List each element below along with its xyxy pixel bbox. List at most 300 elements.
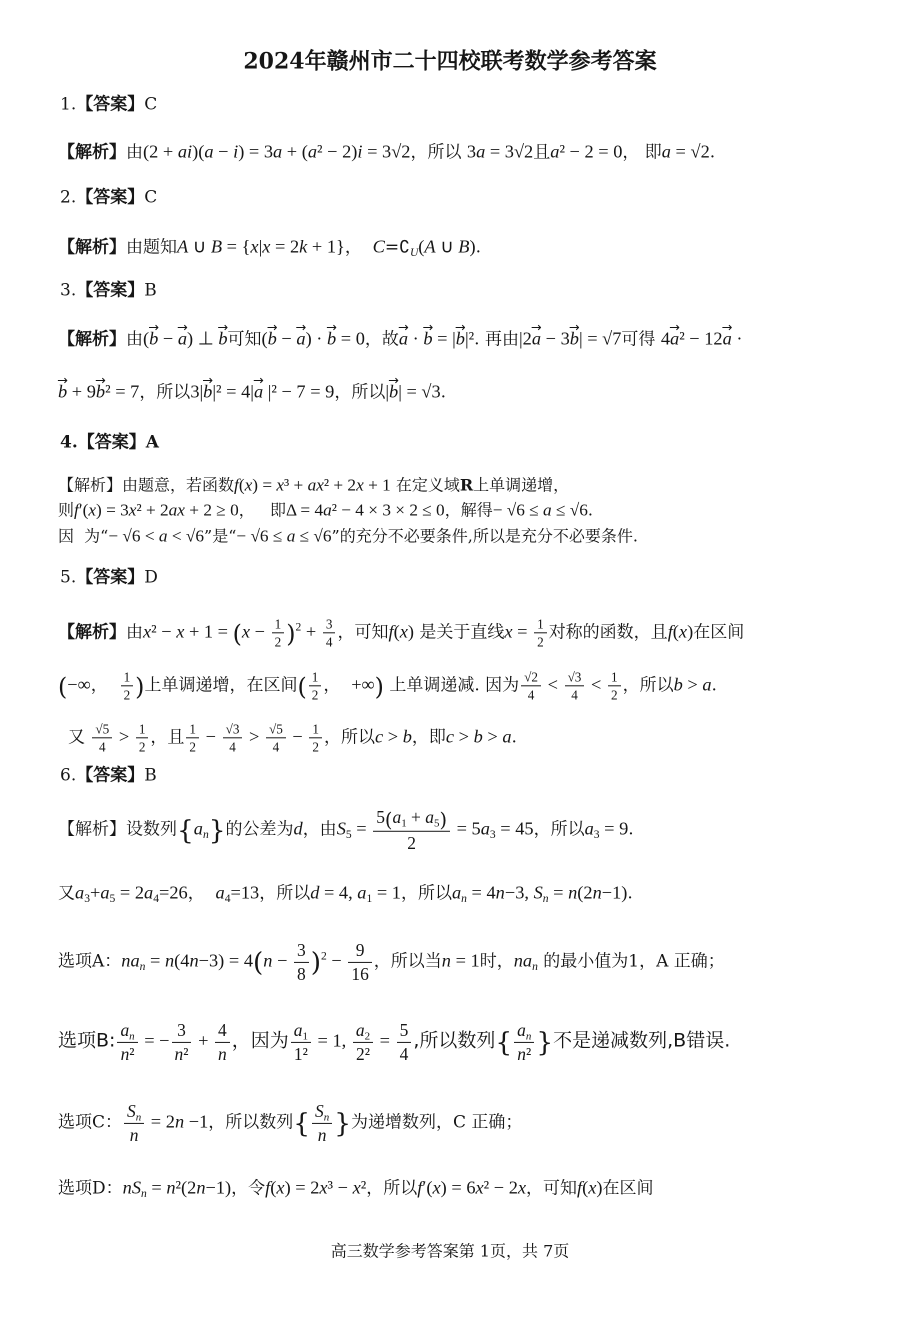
math-expression — [337, 819, 346, 839]
math-variable: x — [250, 236, 259, 257]
vector-symbol: a → — [670, 330, 679, 348]
math-variable: f — [577, 1177, 583, 1198]
fraction — [136, 721, 149, 754]
math-expression: = 0 — [336, 328, 365, 349]
math-variable: x — [319, 1177, 328, 1198]
math-variable: x — [276, 1177, 285, 1198]
math-variable: a — [357, 882, 367, 903]
math-variable: a — [543, 500, 552, 520]
text-run: 上单调递增，在区间 — [144, 675, 298, 696]
vector-symbol: b → — [203, 383, 212, 401]
fraction-denominator — [514, 1043, 534, 1065]
math-expression: 5 — [376, 806, 385, 827]
text-run: ，且 — [150, 727, 185, 748]
fraction-denominator — [521, 687, 541, 703]
math-expression: − √6 < a < √6 — [108, 526, 205, 546]
answer-choice: C — [144, 187, 158, 208]
text-run: 在区间 — [602, 1178, 654, 1199]
math-variable: f — [388, 621, 394, 642]
fraction-denominator — [266, 739, 286, 755]
fraction-denominator — [323, 634, 336, 650]
option-c-line — [58, 1101, 522, 1145]
math-variable: d — [293, 818, 303, 839]
math-expression — [294, 819, 303, 839]
math-expression: = 45 — [495, 818, 534, 839]
subscript — [324, 1111, 329, 1123]
math-expression — [585, 819, 594, 839]
fraction-denominator — [534, 634, 547, 650]
subscript: 1 — [401, 817, 407, 830]
fraction-numerator — [323, 616, 336, 633]
fraction-term: 4 — [325, 634, 333, 650]
math-expression: = n²(2n−1) — [146, 1177, 232, 1198]
math-expression: + 9 — [67, 381, 96, 402]
text-run: 的最小值为1，A 正确； — [537, 951, 725, 972]
subscript: 2 — [364, 1030, 371, 1043]
math-variable: ax — [168, 500, 185, 520]
large-delimiter: { — [495, 1028, 513, 1059]
math-expression: n² — [174, 1043, 189, 1064]
text-run: 的公差为 — [225, 819, 294, 840]
math-expression — [356, 1020, 365, 1040]
math-variable: S — [533, 882, 543, 903]
large-delimiter: } — [536, 1028, 554, 1059]
analysis-line — [58, 881, 633, 906]
fraction-denominator — [397, 1043, 412, 1065]
option-b-line — [58, 1020, 730, 1064]
fraction-term: 2 — [189, 739, 197, 755]
fraction-denominator — [172, 1043, 192, 1065]
math-expression: = 1, — [312, 1030, 351, 1051]
subscript: 3 — [84, 892, 90, 906]
math-expression — [120, 1020, 129, 1040]
math-variable: x — [432, 1177, 441, 1198]
math-variable: n — [542, 892, 549, 906]
fraction — [215, 1020, 230, 1064]
vector-symbol: a → — [399, 330, 408, 348]
math-variable: x — [276, 475, 285, 495]
large-delimiter: { — [293, 1109, 311, 1140]
large-delimiter: ( — [384, 808, 393, 832]
text-run: . — [440, 382, 447, 403]
answer-choice: C — [144, 94, 158, 115]
text-run: 由 — [126, 142, 143, 163]
subscript — [526, 1030, 531, 1042]
fraction — [223, 721, 243, 754]
answer-line-3 — [60, 280, 157, 303]
math-variable: a — [702, 674, 712, 695]
text-run: ，令 — [231, 1178, 266, 1199]
fraction — [521, 669, 541, 702]
text-run: 因 为“ — [58, 526, 109, 546]
superscript: 2 — [321, 949, 327, 963]
option-d-line — [58, 1176, 654, 1201]
math-variable: n — [174, 1043, 184, 1064]
math-expression: | — [385, 381, 390, 402]
math-expression: + — [301, 621, 321, 642]
answer-choice: D — [144, 567, 158, 588]
math-expression: x = — [504, 621, 533, 642]
math-variable: n — [196, 1177, 206, 1198]
answer-label: 【答案】 — [76, 765, 145, 786]
fraction-term: 2 — [138, 739, 146, 755]
fraction-term: 1 — [537, 616, 544, 632]
math-expression: f(x) — [577, 1177, 603, 1198]
fraction-denominator — [136, 739, 149, 755]
math-variable: f — [667, 621, 673, 642]
answer-line-5 — [60, 567, 158, 590]
question-number: 5. — [60, 567, 77, 588]
fraction-numerator — [309, 721, 322, 738]
math-variable: x — [128, 500, 137, 520]
math-variable: x — [517, 1177, 527, 1198]
math-expression: − — [326, 950, 347, 971]
text-run: =∁ — [384, 237, 410, 258]
math-variable: n — [263, 950, 273, 971]
math-expression: A ∪ B = {x|x = 2k + 1} — [177, 236, 345, 257]
answer-choice: B — [144, 280, 157, 301]
math-variable: a — [307, 141, 318, 162]
math-variable: B — [458, 236, 470, 257]
math-expression: a = √2 — [661, 141, 710, 162]
math-variable: A — [177, 236, 189, 257]
math-variable: n — [135, 1111, 142, 1124]
fraction — [294, 940, 309, 984]
fraction-term: √3 — [225, 721, 240, 737]
fraction-term: 4 — [571, 687, 578, 703]
fraction-denominator — [294, 963, 309, 985]
fraction-term: 4 — [272, 739, 280, 755]
fraction-term: 2 — [407, 832, 416, 853]
fraction — [534, 616, 547, 649]
text-run: 对称的函数，且 — [548, 622, 668, 643]
math-expression: − — [287, 726, 308, 747]
math-variable: a — [584, 818, 594, 839]
text-run: ,所以数列 — [413, 1029, 496, 1052]
vector-symbol: a → — [723, 330, 732, 348]
bold-text: 【解析】 — [58, 142, 126, 163]
fraction-term: √2 — [524, 669, 539, 685]
math-expression — [392, 807, 401, 827]
vector-symbol: b → — [389, 383, 398, 401]
fraction-numerator — [294, 940, 309, 963]
math-expression: = n(4n−3) = 4 — [145, 950, 254, 971]
text-run: 可得 — [621, 329, 661, 350]
large-delimiter: ( — [58, 672, 68, 701]
answer-line-6 — [60, 765, 157, 788]
math-expression: − — [158, 328, 178, 349]
fraction-numerator — [397, 1020, 412, 1043]
question-number: 3. — [60, 280, 77, 301]
math-variable: x — [176, 621, 185, 642]
text-run: 则 — [58, 500, 75, 520]
math-variable: a — [323, 500, 332, 520]
math-expression: ) · — [305, 328, 327, 349]
math-expression: (A ∪ B) — [418, 236, 476, 257]
math-variable: a — [293, 1019, 303, 1040]
fraction-term: 1 — [311, 669, 319, 685]
fraction-term: 8 — [297, 963, 306, 984]
text-run: 又 — [58, 883, 75, 904]
math-expression: 3| — [190, 381, 204, 402]
math-expression: a² − 2 = 0 — [550, 141, 623, 162]
math-expression: f′(x) = 6x² − 2x — [417, 1177, 527, 1198]
math-expression: +∞ — [351, 674, 375, 695]
analysis-line — [68, 721, 517, 754]
large-delimiter: ( — [232, 619, 242, 648]
analysis-line — [58, 380, 446, 405]
fraction-term: 2 — [274, 634, 282, 650]
math-variable: n — [517, 1043, 526, 1064]
fraction-term: √3 — [567, 669, 582, 685]
fraction-denominator — [215, 1043, 230, 1065]
fraction-numerator — [121, 669, 134, 686]
math-expression: = 4n−3, S — [466, 882, 543, 903]
fraction — [172, 1020, 192, 1064]
fraction-term: 9 — [355, 939, 365, 960]
text-run: ，所以 — [533, 819, 585, 840]
math-expression: Δ = 4a² − 4 × 3 × 2 ≤ 0 — [285, 500, 445, 520]
math-variable: S — [315, 1100, 324, 1121]
math-variable: x — [356, 475, 364, 495]
fraction — [323, 616, 336, 649]
vector-symbol: a → — [296, 330, 305, 348]
math-variable: a — [451, 882, 462, 903]
fraction-numerator — [309, 669, 322, 686]
fraction — [291, 1020, 311, 1064]
text-run: . — [587, 500, 593, 520]
text-run: 由题知 — [126, 237, 177, 258]
math-variable: n — [139, 960, 146, 974]
math-expression: f′(x) = 3x² + 2ax + 2 ≥ 0 — [74, 500, 239, 520]
math-expression: x − — [241, 621, 270, 642]
fraction-term: 2 — [537, 634, 544, 650]
analysis-line — [58, 140, 715, 165]
math-variable: n — [189, 950, 199, 971]
bold-text: R — [459, 475, 474, 495]
fraction-term: 2² — [356, 1043, 370, 1064]
analysis-line — [58, 807, 634, 853]
math-expression — [452, 883, 461, 903]
math-expression: n = 1 — [441, 950, 480, 971]
text-run: 为递增数列，C 正确； — [350, 1112, 523, 1133]
math-expression: n² — [517, 1043, 532, 1064]
text-run: 时， — [479, 951, 514, 972]
large-delimiter: ( — [297, 672, 307, 701]
analysis-line — [58, 616, 744, 649]
math-variable: n — [218, 1043, 227, 1064]
math-expression: c > b > a — [445, 726, 512, 747]
math-expression: f(x) — [388, 621, 414, 642]
subscript: 3 — [593, 828, 600, 842]
text-run: . — [711, 675, 717, 696]
fraction-numerator — [373, 807, 450, 832]
math-expression: 4 — [660, 328, 670, 349]
math-expression: +a — [89, 882, 110, 903]
text-run: ， — [187, 883, 216, 904]
math-variable: f — [265, 1177, 271, 1198]
vector-symbol: a → — [532, 330, 541, 348]
math-variable: c — [375, 726, 384, 747]
math-variable: ax — [307, 475, 324, 495]
math-variable: n — [532, 960, 538, 974]
math-variable: x — [88, 500, 97, 520]
analysis-line — [58, 235, 481, 260]
math-variable: a — [215, 882, 225, 903]
answer-line-2 — [60, 187, 157, 210]
vector-symbol: b → — [96, 383, 105, 401]
fraction-denominator — [565, 687, 585, 703]
text-run: 选项D： — [58, 1178, 123, 1199]
large-delimiter: ) — [374, 672, 384, 701]
text-run: ，解得 — [444, 500, 493, 520]
fraction-numerator — [348, 940, 371, 963]
page-footer: 高三数学参考答案第 1页，共 7页 — [330, 1241, 570, 1261]
text-run: 选项B: — [58, 1029, 116, 1052]
text-run: 又 — [68, 727, 91, 748]
fraction-numerator — [608, 669, 621, 686]
fraction-numerator — [534, 616, 547, 633]
math-variable: n — [317, 1124, 327, 1145]
fraction-denominator — [348, 963, 371, 985]
text-run: 由 — [126, 329, 143, 350]
math-variable: a — [158, 526, 168, 546]
math-variable: i — [357, 141, 363, 162]
fraction-denominator — [291, 1043, 311, 1065]
math-variable: n — [461, 892, 467, 906]
math-variable: a — [75, 882, 85, 903]
math-variable: a — [425, 806, 434, 827]
math-variable: a — [480, 818, 490, 839]
text-run: . — [709, 142, 716, 163]
math-variable: a — [392, 806, 402, 827]
fraction — [272, 616, 285, 649]
math-expression — [121, 951, 139, 971]
subscript: 4 — [224, 892, 231, 906]
subscript: 5 — [433, 817, 440, 830]
math-variable: b — [473, 726, 483, 747]
text-run: ， — [323, 675, 352, 696]
vector-symbol: a → — [178, 330, 187, 348]
fraction-numerator — [521, 669, 541, 686]
math-variable: x — [588, 1177, 597, 1198]
text-run: . — [627, 883, 633, 904]
analysis-line — [58, 669, 717, 702]
subscript — [136, 1111, 141, 1123]
bold-text: 【解析】 — [58, 237, 126, 258]
math-expression: |² — [464, 328, 475, 349]
math-variable: ai — [177, 141, 193, 162]
text-run: ， — [90, 675, 119, 696]
fraction-term: 3 — [297, 939, 306, 960]
math-expression: > — [244, 726, 264, 747]
text-run: 【解析】由题意，若函数 — [58, 475, 235, 495]
math-expression: d = 4, a — [310, 882, 367, 903]
math-expression: =26 — [158, 882, 188, 903]
answer-line-1 — [60, 94, 157, 117]
math-variable: x — [678, 621, 688, 642]
fraction-numerator — [172, 1020, 192, 1043]
text-run: ，即 — [411, 727, 446, 748]
fraction-denominator — [124, 1124, 144, 1146]
large-delimiter: ( — [253, 948, 264, 979]
fraction-denominator — [309, 687, 322, 703]
subscript: 5 — [109, 892, 116, 906]
math-expression: = — [375, 1030, 395, 1051]
math-expression — [127, 1101, 136, 1121]
text-run: ，所以 — [139, 382, 191, 403]
superscript: 2 — [295, 620, 302, 634]
math-expression: |2 — [518, 328, 532, 349]
math-expression: < — [586, 674, 606, 695]
math-variable: n — [166, 1177, 176, 1198]
math-variable: a — [517, 1019, 526, 1040]
text-run: 是关于直线 — [413, 622, 505, 643]
text-run: ，所以 — [324, 727, 375, 748]
fraction — [186, 721, 199, 754]
fraction-numerator — [136, 721, 149, 738]
fraction-numerator — [266, 721, 286, 738]
vector-symbol: b → — [423, 330, 432, 348]
fraction — [608, 669, 621, 702]
text-run: ， — [344, 237, 373, 258]
fraction — [266, 721, 286, 754]
math-expression: ( — [261, 328, 268, 349]
fraction — [121, 669, 134, 702]
subscript: 5 — [345, 828, 352, 842]
math-variable: S — [127, 1100, 136, 1121]
math-variable: x — [262, 236, 271, 257]
answer-label: 【答案】 — [76, 567, 145, 588]
fraction-term: 2 — [610, 687, 618, 703]
math-variable: n — [495, 882, 505, 903]
math-variable: f — [74, 500, 79, 520]
math-variable: n — [129, 1124, 139, 1145]
math-expression: = 2a — [115, 882, 154, 903]
math-expression: < — [543, 674, 563, 695]
text-run: ，所以 — [622, 675, 674, 696]
math-variable: C — [372, 236, 385, 257]
math-variable: nS — [122, 1177, 141, 1198]
text-run: . — [628, 819, 634, 840]
math-expression — [517, 1020, 526, 1040]
math-variable: x — [352, 1177, 361, 1198]
fraction-term: 2 — [312, 739, 319, 755]
math-variable: n — [202, 828, 209, 842]
bold-text: 【解析】 — [58, 329, 126, 350]
vector-symbol: b → — [149, 330, 158, 348]
fraction-term: 5 — [399, 1019, 409, 1040]
fraction-denominator — [373, 832, 450, 854]
text-run: ，可知 — [526, 1178, 578, 1199]
fraction-denominator — [312, 1124, 332, 1146]
math-variable: U — [409, 246, 419, 260]
fraction-numerator — [124, 1101, 144, 1124]
question-number: 1. — [60, 94, 77, 115]
math-expression — [318, 1125, 327, 1145]
fraction-term: 1 — [138, 721, 146, 737]
fraction-numerator — [291, 1020, 311, 1043]
fraction-term: √5 — [95, 721, 110, 737]
math-expression: − √6 ≤ a ≤ √6 — [236, 526, 332, 546]
text-run: ，可知 — [337, 622, 389, 643]
math-expression: · — [408, 328, 424, 349]
text-run: ，所以 — [400, 883, 452, 904]
fraction-denominator — [309, 739, 322, 755]
math-expression — [218, 1044, 227, 1064]
bold-text: 【解析】 — [58, 622, 126, 643]
fraction — [353, 1020, 373, 1064]
